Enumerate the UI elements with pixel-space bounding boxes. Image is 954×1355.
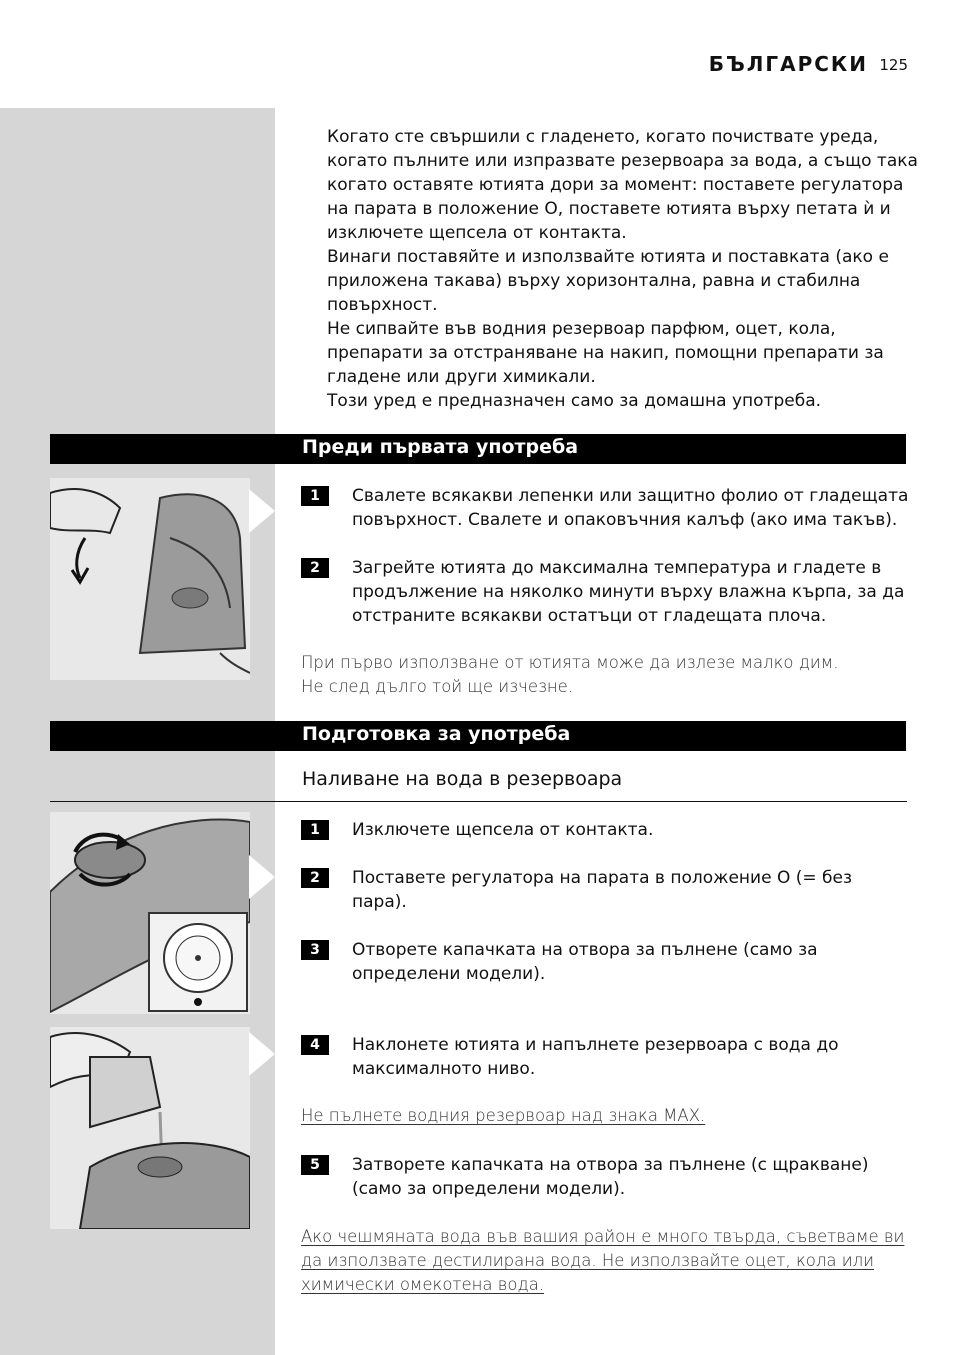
hard-water-tip: Ако чешмяната вода във вашия район е много твърда, съветваме ви да използвате дестилирана вода. Не използвайте оцет, кола или химически омекотена вода. <box>301 1227 905 1294</box>
step-1-1: 1 Свалете всякакви лепенки или защитно фолио от гладещата повърхност. Свалете и опаковъчния калъф (ако има такъв). <box>301 484 911 532</box>
pointer-triangle <box>249 1032 275 1076</box>
step-2-4: 4 Наклонете ютията и напълнете резервоара с вода до максималното ниво. <box>301 1033 911 1081</box>
section-title-first-use: Преди първата употреба <box>302 436 579 458</box>
intro-paragraph-1: Когато сте свършили с гладенето, когато почиствате уреда, когато пълните или изпразвате резервоара за вода, а също така когато оставяте ютията дори за момент: поставете регулатора на парата в положение O, поставете ютията върху петата ѝ и изключете щепсела от контакта. <box>327 127 918 243</box>
iron-sticker-icon <box>50 478 250 680</box>
step-2-2: 2 Поставете регулатора на парата в положение O (= без пара). <box>301 866 911 914</box>
intro-paragraph-2: Винаги поставяйте и използвайте ютията и поставката (ако е приложена такава) върху хоризонтална, равна и стабилна повърхност. <box>327 247 889 315</box>
section-title-preparation: Подготовка за употреба <box>302 723 571 745</box>
illustration-remove-sticker <box>50 478 250 680</box>
water-jug-icon <box>50 1027 250 1229</box>
divider-line <box>50 801 907 802</box>
max-warning-note: Не пълнете водния резервоар над знака MAX. <box>301 1106 706 1125</box>
subheading-filling: Наливане на вода в резервоара <box>302 768 623 790</box>
dial-icon <box>150 914 246 1010</box>
language-heading: БЪЛГАРСКИ <box>708 52 868 76</box>
intro-paragraph-4: Този уред е предназначен само за домашна употреба. <box>327 391 822 411</box>
page-number: 125 <box>879 56 908 74</box>
step-1-2: 2 Загрейте ютията до максимална температура и гладете в продължение на няколко минути върху влажна кърпа, за да отстраните всякакви остатъци от гладещата плоча. <box>301 556 911 628</box>
pointer-triangle <box>249 489 275 533</box>
steam-dial-inset <box>148 912 248 1012</box>
step-2-1: 1 Изключете щепсела от контакта. <box>301 818 911 842</box>
intro-paragraph-3: Не сипвайте във водния резервоар парфюм, оцет, кола, препарати за отстраняване на накип, помощни препарати за гладене или други химикали. <box>327 319 884 387</box>
illustration-fill-water <box>50 1027 250 1229</box>
step-2-3: 3 Отворете капачката на отвора за пълнене (само за определени модели). <box>301 938 911 986</box>
step-2-5: 5 Затворете капачката на отвора за пълнене (с щракване) (само за определени модели). <box>301 1153 911 1201</box>
section-heading-bar <box>50 721 906 751</box>
first-use-note: При първо използване от ютията може да излезе малко дим. Не след дълго той ще изчезне. <box>301 653 839 696</box>
illustration-steam-control <box>50 812 250 1014</box>
section-heading-bar <box>50 434 906 464</box>
pointer-triangle <box>249 855 275 899</box>
